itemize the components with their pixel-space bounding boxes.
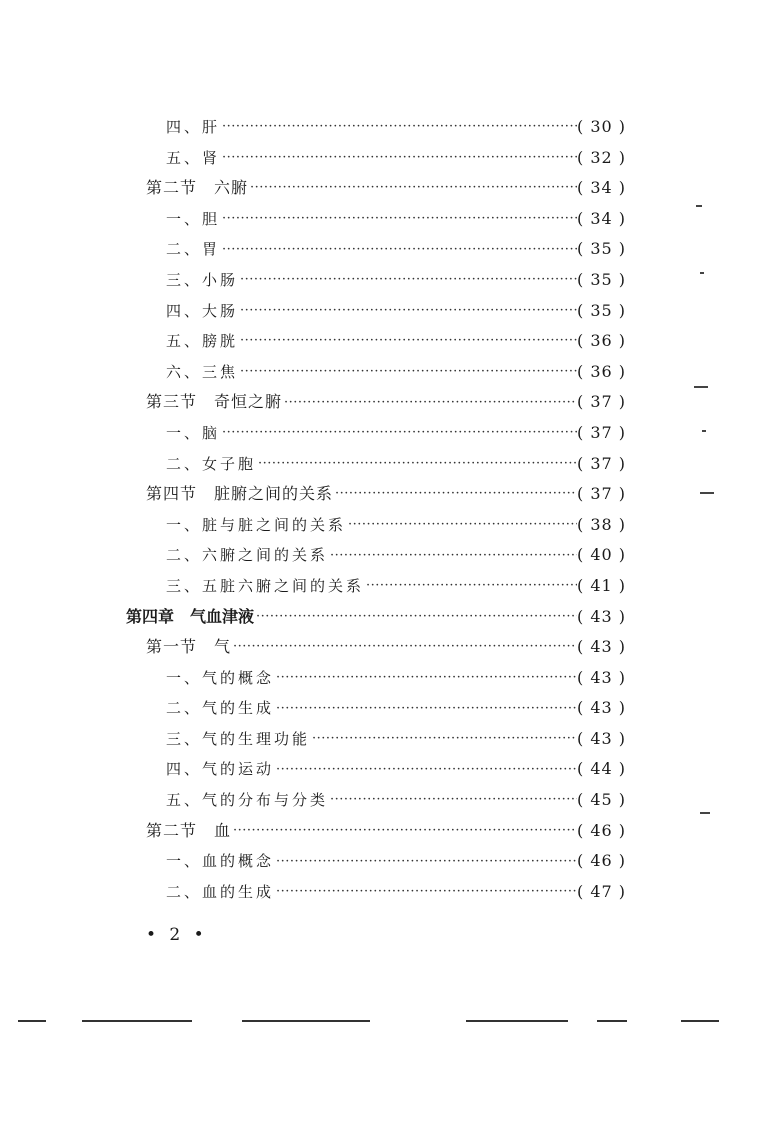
toc-entry[interactable]	[0, 632, 777, 663]
leader-dots	[276, 853, 577, 871]
scan-artifact-mark	[700, 812, 710, 814]
page-number: • 2 •	[146, 925, 208, 945]
leader-dots	[276, 700, 577, 718]
leader-dots	[276, 761, 577, 779]
leader-dots	[348, 516, 577, 534]
leader-dots	[240, 302, 577, 320]
toc-entry[interactable]	[0, 234, 777, 265]
toc-entry-title: 一、血的概念	[166, 852, 275, 871]
toc-entry-page: ( 36 )	[576, 361, 626, 381]
scan-artifact-mark	[702, 430, 706, 432]
toc-entry-page: ( 46 )	[576, 851, 626, 871]
toc-entry-title: 四、气的运动	[166, 760, 275, 779]
leader-dots	[330, 547, 577, 565]
toc-entry[interactable]	[0, 387, 777, 418]
toc-entry-title: 三、小肠	[166, 270, 239, 289]
toc-entry[interactable]	[0, 510, 777, 541]
scan-artifact-line	[18, 1020, 46, 1022]
toc-entry-title: 一、胆	[166, 209, 221, 228]
toc-entry-title: 一、脏与脏之间的关系	[166, 515, 347, 534]
toc-entry-page: ( 46 )	[576, 820, 626, 840]
toc-entry[interactable]	[0, 540, 777, 571]
toc-entry-page: ( 37 )	[576, 453, 626, 473]
toc-entry[interactable]	[0, 693, 777, 724]
toc-entry-title: 二、血的生成	[166, 882, 275, 901]
scan-artifact-line	[466, 1020, 568, 1022]
scan-artifact-mark	[696, 205, 702, 207]
toc-entry[interactable]	[0, 449, 777, 480]
toc-entry-title: 第四节 脏腑之间的关系	[146, 484, 334, 504]
toc-entry-page: ( 37 )	[576, 484, 626, 504]
leader-dots	[222, 118, 577, 136]
scan-artifact-line	[681, 1020, 719, 1022]
scan-artifact-mark	[700, 272, 704, 274]
toc-entry-page: ( 34 )	[576, 208, 626, 228]
toc-entry-page: ( 43 )	[576, 606, 626, 626]
toc-entry-title: 四、大肠	[166, 301, 239, 320]
leader-dots	[258, 455, 577, 473]
leader-dots	[312, 730, 577, 748]
toc-entry-title: 第四章 气血津液	[126, 606, 255, 626]
toc-entry[interactable]	[0, 724, 777, 755]
toc-entry[interactable]	[0, 326, 777, 357]
toc-entry[interactable]	[0, 602, 777, 633]
leader-dots	[330, 791, 577, 809]
toc-entry-title: 四、肝	[166, 118, 221, 136]
toc-entry-page: ( 32 )	[576, 147, 626, 167]
scan-artifact-mark	[694, 386, 708, 388]
toc-entry-page: ( 35 )	[576, 269, 626, 289]
toc-entry-title: 一、气的概念	[166, 668, 275, 687]
toc-entry-title: 第一节 气	[146, 637, 232, 657]
toc-entry-page: ( 43 )	[576, 728, 626, 748]
toc-entry[interactable]	[0, 571, 777, 602]
toc-entry[interactable]	[0, 785, 777, 816]
toc-entry-page: ( 44 )	[576, 759, 626, 779]
toc-entry-title: 三、五脏六腑之间的关系	[166, 576, 365, 595]
toc-entry-title: 五、膀胱	[166, 332, 239, 351]
leader-dots	[276, 669, 577, 687]
toc-entry-title: 六、三焦	[166, 362, 239, 381]
toc-entry-page: ( 37 )	[576, 422, 626, 442]
toc-entry-title: 一、脑	[166, 423, 221, 442]
toc-entry[interactable]	[0, 754, 777, 785]
toc-entry[interactable]	[0, 173, 777, 204]
toc-entry-page: ( 36 )	[576, 331, 626, 351]
leader-dots	[222, 210, 577, 228]
leader-dots	[233, 638, 577, 656]
leader-dots	[256, 608, 577, 626]
toc-entry-page: ( 40 )	[576, 545, 626, 565]
toc-entry-title: 二、胃	[166, 240, 221, 259]
leader-dots	[276, 883, 577, 901]
toc-entry-title: 二、气的生成	[166, 699, 275, 718]
toc-entry-page: ( 35 )	[576, 300, 626, 320]
leader-dots	[335, 485, 577, 503]
leader-dots	[284, 394, 577, 412]
leader-dots	[240, 332, 577, 350]
toc-entry-title: 五、肾	[166, 148, 221, 167]
toc-entry-title: 二、六腑之间的关系	[166, 546, 329, 565]
leader-dots	[222, 424, 577, 442]
toc-entry[interactable]	[0, 816, 777, 847]
leader-dots	[233, 822, 577, 840]
toc-entry-page: ( 34 )	[576, 178, 626, 198]
toc-entry-title: 第二节 血	[146, 820, 232, 840]
toc-entry-title: 第三节 奇恒之腑	[146, 392, 283, 412]
scan-artifact-line	[597, 1020, 627, 1022]
toc-entry[interactable]	[0, 357, 777, 388]
toc-entry[interactable]	[0, 204, 777, 235]
scan-artifact-mark	[700, 492, 714, 494]
leader-dots	[240, 271, 577, 289]
leader-dots	[222, 149, 577, 167]
leader-dots	[250, 179, 577, 197]
toc-entry-page: ( 47 )	[576, 881, 626, 901]
scan-artifact-line	[242, 1020, 370, 1022]
toc-entry-page: ( 41 )	[576, 575, 626, 595]
leader-dots	[240, 363, 577, 381]
toc-entry-page: ( 43 )	[576, 667, 626, 687]
toc-entry-title: 第二节 六腑	[146, 178, 249, 198]
toc-entry[interactable]	[0, 418, 777, 449]
toc-entry-title: 五、气的分布与分类	[166, 791, 329, 810]
toc-entry[interactable]	[0, 877, 777, 908]
leader-dots	[366, 577, 577, 595]
toc-entry-page: ( 38 )	[576, 514, 626, 534]
toc-entry-page: ( 35 )	[576, 239, 626, 259]
leader-dots	[222, 241, 577, 259]
toc-entry-page: ( 45 )	[576, 790, 626, 810]
toc-entry[interactable]	[0, 663, 777, 694]
toc-entry[interactable]	[0, 143, 777, 174]
toc-entry[interactable]	[0, 296, 777, 327]
toc-entry[interactable]	[0, 265, 777, 296]
toc-entry-page: ( 37 )	[576, 392, 626, 412]
toc-entry-page: ( 30 )	[576, 117, 626, 136]
toc-entry[interactable]	[0, 846, 777, 877]
table-of-contents	[0, 112, 777, 907]
toc-entry[interactable]	[0, 112, 777, 143]
toc-entry-title: 三、气的生理功能	[166, 729, 311, 748]
toc-entry[interactable]	[0, 479, 777, 510]
scan-artifact-line	[82, 1020, 192, 1022]
toc-entry-page: ( 43 )	[576, 637, 626, 657]
toc-entry-page: ( 43 )	[576, 698, 626, 718]
toc-entry-title: 二、女子胞	[166, 454, 257, 473]
